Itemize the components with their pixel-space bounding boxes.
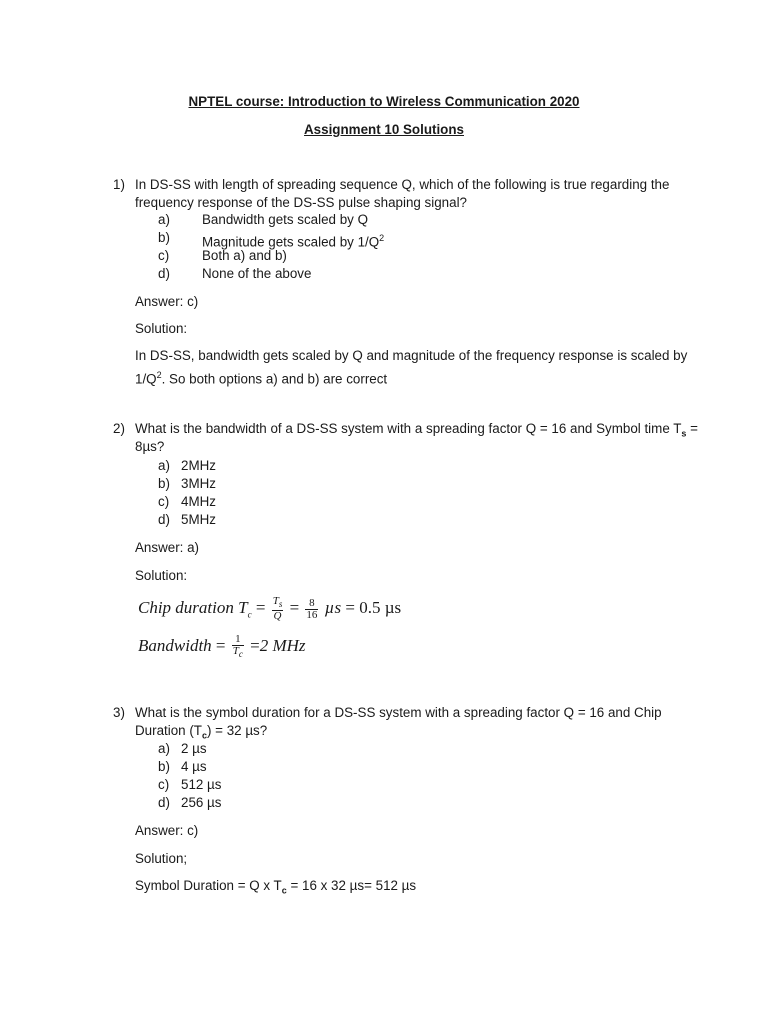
question-3-text-line-2: Duration $(T_c) = 32$ µs?: [135, 723, 268, 741]
question-1-option-text: Both a) and b): [202, 248, 287, 263]
question-3-option-key: a): [158, 741, 170, 756]
chip-duration-equation: Chip duration $T_c$ = $\frac{T_s}{Q}$ = $\frac{8}{16}$ µs = 0.5 µs: [138, 595, 402, 623]
question-1-solution-label: Solution:: [135, 321, 188, 336]
question-1-option-key: a): [158, 212, 170, 227]
question-2-answer: Answer: a): [135, 540, 199, 555]
question-3-number: 3): [113, 705, 125, 720]
question-3-solution-label: Solution;: [135, 851, 188, 866]
assignment-title: Assignment 10 Solutions: [304, 122, 464, 137]
question-1-option-text: Magnitude gets scaled by $1/Q^2$: [202, 233, 385, 250]
question-1-answer: Answer: c): [135, 294, 199, 309]
question-1-option-key: c): [158, 248, 170, 263]
course-title: NPTEL course: Introduction to Wireless Communication 2020: [188, 94, 580, 109]
question-1-option-text: Bandwidth gets scaled by Q: [202, 212, 368, 227]
question-3-option-key: c): [158, 777, 170, 792]
question-2-option-text: 3MHz: [181, 476, 216, 491]
question-2-option-key: c): [158, 494, 170, 509]
question-2-solution-label: Solution:: [135, 568, 188, 583]
question-3-option-text: 256 µs: [181, 795, 222, 810]
question-1-text-line-1: In DS-SS with length of spreading sequence Q, which of the following is true regarding the: [135, 177, 670, 192]
question-2-option-text: 2MHz: [181, 458, 216, 473]
question-3-option-text: 4 µs: [181, 759, 207, 774]
question-3-option-key: b): [158, 759, 170, 774]
question-3-text-line-1: What is the symbol duration for a DS-SS system with a spreading factor Q = 16 and Chip: [135, 705, 662, 720]
question-1-solution-line-2: $1/Q^2$. So both options a) and b) are correct: [135, 370, 388, 387]
question-2-option-text: 5MHz: [181, 512, 216, 527]
question-1-text-line-2: frequency response of the DS-SS pulse shaping signal?: [135, 195, 467, 210]
question-3-option-text: 512 µs: [181, 777, 222, 792]
question-1-option-text: None of the above: [202, 266, 312, 281]
question-2-option-text: 4MHz: [181, 494, 216, 509]
question-2-text-line-2: 8µs?: [135, 439, 165, 454]
question-2-option-key: d): [158, 512, 170, 527]
question-2-text-line-1: What is the bandwidth of a DS-SS system with a spreading factor Q = 16 and Symbol time $T_s$ =: [135, 421, 698, 439]
question-3-option-text: 2 µs: [181, 741, 207, 756]
bandwidth-equation: Bandwidth = $\frac{1}{T_c}$ =2 MHz: [138, 633, 306, 660]
eight-over-sixteen-fraction: $\frac{8}{16}$: [306, 596, 318, 621]
question-3-solution-line: Symbol Duration = Q x $T_c = 16$ x 32 µs= 512 µs: [135, 878, 417, 896]
question-2-number: 2): [113, 421, 125, 436]
question-3-answer: Answer: c): [135, 823, 199, 838]
question-3-option-key: d): [158, 795, 170, 810]
question-1-option-key: d): [158, 266, 170, 281]
question-2-option-key: b): [158, 476, 170, 491]
question-2-option-key: a): [158, 458, 170, 473]
ts-over-q-fraction: $\frac{T_s}{Q}$: [272, 595, 283, 623]
question-1-solution-line-1: In DS-SS, bandwidth gets scaled by Q and magnitude of the frequency response is scaled by: [135, 348, 688, 363]
question-1-number: 1): [113, 177, 125, 192]
one-over-tc-fraction: $\frac{1}{T_c}$: [232, 633, 243, 660]
question-1-option-key: b): [158, 230, 170, 245]
